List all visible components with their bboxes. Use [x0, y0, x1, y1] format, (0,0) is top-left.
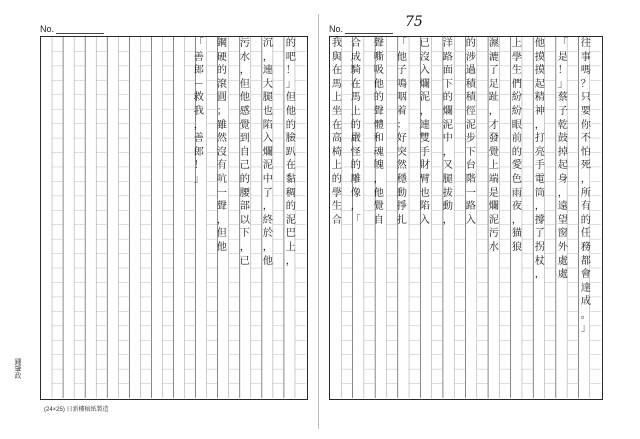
manuscript-character: 陷: [419, 201, 430, 213]
manuscript-character: 中: [442, 133, 453, 145]
manuscript-character: 拔: [442, 187, 453, 199]
manuscript-character: 體: [373, 119, 384, 131]
manuscript-character: 動: [442, 201, 453, 213]
left-text-column-3: [239, 37, 251, 268]
manuscript-character: 坐: [331, 105, 342, 117]
manuscript-character: ：: [396, 119, 407, 131]
manuscript-character: 下: [239, 228, 250, 240]
manuscript-character: 郎: [193, 65, 204, 77]
manuscript-character: 又: [442, 160, 453, 172]
right-text-column-12: [331, 37, 343, 227]
manuscript-character: 了: [488, 65, 499, 77]
manuscript-character: 了: [262, 187, 273, 199]
manuscript-character: 大: [262, 78, 273, 90]
manuscript-character: 他: [262, 255, 273, 267]
manuscript-character: 沉: [262, 38, 273, 49]
manuscript-character: 乾: [557, 119, 568, 131]
manuscript-character: 他: [396, 51, 407, 63]
manuscript-character: 動: [396, 187, 407, 199]
manuscript-character: 的: [285, 119, 296, 131]
manuscript-character: 務: [580, 241, 591, 253]
page-number: 75: [405, 14, 423, 30]
manuscript-character: 了: [534, 228, 545, 240]
manuscript-character: 入: [419, 65, 430, 77]
manuscript-character: 有: [580, 201, 591, 213]
manuscript-character: 在: [331, 65, 342, 77]
manuscript-character: 上: [350, 105, 361, 117]
author-signature: 鍾肇政: [14, 358, 22, 379]
manuscript-character: 窗: [557, 228, 568, 240]
manuscript-character: 合: [331, 214, 342, 226]
manuscript-character: 摸: [534, 65, 545, 77]
manuscript-character: 拐: [534, 241, 545, 253]
manuscript-character: 紛: [511, 105, 522, 117]
manuscript-character: 是: [488, 187, 499, 199]
manuscript-character: 也: [262, 105, 273, 117]
manuscript-character: 吭: [216, 173, 227, 185]
right-text-column-9: [396, 37, 408, 227]
manuscript-character: 於: [262, 228, 273, 240]
manuscript-character: 但: [285, 92, 296, 104]
manuscript-character: 他: [534, 38, 545, 49]
manuscript-character: 上: [331, 160, 342, 172]
manuscript-character: ，: [580, 173, 591, 185]
manuscript-character: ，: [534, 269, 545, 281]
manuscript-character: 洋: [442, 38, 453, 49]
manuscript-character: 要: [580, 105, 591, 117]
manuscript-character: 所: [580, 187, 591, 199]
manuscript-character: 雖: [216, 119, 227, 131]
manuscript-character: 吸: [373, 65, 384, 77]
manuscript-character: 魄: [373, 160, 384, 172]
manuscript-character: 學: [511, 51, 522, 63]
manuscript-character: 蔡: [557, 92, 568, 104]
manuscript-character: 色: [511, 173, 522, 185]
manuscript-character: 爛: [419, 78, 430, 90]
manuscript-character: 足: [488, 78, 499, 90]
manuscript-character: 的: [442, 92, 453, 104]
manuscript-character: ，: [419, 105, 430, 117]
manuscript-character: 子: [396, 65, 407, 77]
manuscript-character: ！: [193, 160, 204, 172]
left-text-column-2: [262, 37, 274, 268]
manuscript-character: 善: [193, 133, 204, 145]
manuscript-character: 馬: [350, 92, 361, 104]
manuscript-character: 但: [239, 78, 250, 90]
manuscript-character: 」: [193, 173, 204, 185]
manuscript-character: 狼: [511, 241, 522, 253]
right-text-column-5: [488, 37, 500, 255]
manuscript-character: 趴: [285, 146, 296, 158]
manuscript-character: 漉: [488, 51, 499, 63]
manuscript-character: 下: [465, 146, 476, 158]
manuscript-character: 感: [239, 105, 250, 117]
manuscript-character: 步: [465, 133, 476, 145]
left-text-column-5: [193, 37, 205, 187]
manuscript-character: 雨: [511, 187, 522, 199]
manuscript-character: ！: [557, 65, 568, 77]
manuscript-character: 聲: [373, 38, 384, 49]
paper-footer-note: (24×25) 日新樓稿紙製造: [44, 407, 109, 413]
manuscript-character: 泥: [419, 92, 430, 104]
manuscript-character: 遠: [557, 201, 568, 213]
manuscript-character: 然: [396, 160, 407, 172]
manuscript-character: ，: [557, 187, 568, 199]
manuscript-character: －: [193, 78, 204, 90]
left-no-label: No.: [40, 24, 55, 34]
manuscript-character: 泥: [285, 214, 296, 226]
manuscript-character: 路: [442, 51, 453, 63]
manuscript-character: 腿: [262, 92, 273, 104]
manuscript-character: 有: [216, 160, 227, 172]
manuscript-character: 的: [373, 92, 384, 104]
manuscript-character: 下: [442, 78, 453, 90]
manuscript-character: 的: [285, 38, 296, 49]
manuscript-character: 台: [465, 160, 476, 172]
manuscript-character: 望: [557, 214, 568, 226]
manuscript-character: 生: [331, 201, 342, 213]
manuscript-character: 和: [373, 133, 384, 145]
manuscript-character: 怕: [580, 146, 591, 158]
manuscript-character: 怪: [350, 146, 361, 158]
manuscript-character: 沒: [419, 51, 430, 63]
manuscript-character: 腰: [239, 187, 250, 199]
manuscript-character: 椅: [331, 146, 342, 158]
page-gutter: [318, 14, 319, 429]
manuscript-character: 手: [419, 146, 430, 158]
manuscript-character: 徑: [465, 105, 476, 117]
manuscript-character: 在: [350, 78, 361, 90]
manuscript-character: 發: [488, 133, 499, 145]
manuscript-character: ，: [239, 241, 250, 253]
manuscript-character: 鋼: [216, 38, 227, 49]
manuscript-character: 扎: [396, 214, 407, 226]
manuscript-character: 巴: [285, 228, 296, 240]
manuscript-character: 郎: [193, 146, 204, 158]
manuscript-character: 杖: [534, 255, 545, 267]
manuscript-character: 他: [285, 105, 296, 117]
manuscript-character: 死: [580, 160, 591, 172]
manuscript-character: 然: [216, 133, 227, 145]
manuscript-character: 是: [557, 51, 568, 63]
manuscript-character: 自: [373, 214, 384, 226]
manuscript-character: 合: [350, 38, 361, 49]
manuscript-character: 臂: [419, 173, 430, 185]
manuscript-character: 他: [373, 187, 384, 199]
manuscript-character: 與: [331, 51, 342, 63]
manuscript-character: 聲: [373, 105, 384, 117]
manuscript-character: 掙: [396, 201, 407, 213]
manuscript-character: 趾: [488, 92, 499, 104]
manuscript-character: ，: [442, 214, 453, 226]
manuscript-character: 在: [285, 160, 296, 172]
manuscript-character: 神: [534, 105, 545, 117]
manuscript-character: 達: [580, 282, 591, 294]
manuscript-character: 已: [419, 38, 430, 49]
manuscript-character: 入: [465, 214, 476, 226]
manuscript-character: ，: [262, 51, 273, 63]
manuscript-character: 嚴: [350, 133, 361, 145]
manuscript-character: 濕: [488, 38, 499, 49]
manuscript-character: 紛: [511, 92, 522, 104]
manuscript-character: 夜: [511, 201, 522, 213]
manuscript-character: 你: [580, 119, 591, 131]
manuscript-character: 「: [396, 38, 407, 49]
manuscript-character: 手: [534, 160, 545, 172]
manuscript-character: 到: [239, 133, 250, 145]
manuscript-character: 入: [262, 133, 273, 145]
manuscript-character: 愛: [511, 160, 522, 172]
left-text-column-1: [285, 37, 297, 268]
manuscript-character: 事: [580, 51, 591, 63]
manuscript-character: 咽: [396, 92, 407, 104]
manuscript-character: 身: [557, 173, 568, 185]
manuscript-character: 我: [193, 105, 204, 117]
manuscript-character: 生: [511, 65, 522, 77]
manuscript-character: 成: [580, 296, 591, 308]
manuscript-character: 「: [350, 214, 361, 226]
manuscript-character: 學: [331, 187, 342, 199]
right-text-column-7: [442, 37, 454, 227]
manuscript-character: 眼: [511, 119, 522, 131]
manuscript-character: 過: [465, 65, 476, 77]
right-text-column-6: [465, 37, 477, 227]
manuscript-character: 爛: [262, 146, 273, 158]
manuscript-character: 泥: [488, 214, 499, 226]
manuscript-character: 他: [216, 241, 227, 253]
manuscript-character: 涉: [465, 51, 476, 63]
left-text-column-4: [216, 37, 228, 255]
manuscript-character: 電: [534, 173, 545, 185]
manuscript-character: 覺: [488, 146, 499, 158]
manuscript-character: 的: [285, 201, 296, 213]
manuscript-character: 覺: [373, 201, 384, 213]
manuscript-character: 硬: [216, 51, 227, 63]
manuscript-character: 我: [331, 38, 342, 49]
manuscript-character: 以: [239, 214, 250, 226]
right-text-column-4: [511, 37, 523, 255]
manuscript-character: 泥: [465, 119, 476, 131]
manuscript-character: 污: [239, 38, 250, 49]
manuscript-character: 精: [534, 92, 545, 104]
manuscript-character: 子: [557, 105, 568, 117]
manuscript-character: 水: [488, 241, 499, 253]
right-text-column-1: [580, 37, 592, 336]
manuscript-character: 往: [580, 38, 591, 49]
manuscript-character: 「: [193, 38, 204, 49]
manuscript-character: 的: [465, 38, 476, 49]
manuscript-character: ！: [285, 65, 296, 77]
manuscript-character: 亮: [534, 146, 545, 158]
manuscript-character: 終: [262, 214, 273, 226]
manuscript-character: 積: [465, 92, 476, 104]
manuscript-character: 雕: [350, 173, 361, 185]
manuscript-character: 稠: [285, 187, 296, 199]
manuscript-character: ，: [216, 214, 227, 226]
manuscript-character: 的: [216, 65, 227, 77]
manuscript-character: 污: [488, 228, 499, 240]
manuscript-character: ，: [262, 201, 273, 213]
manuscript-character: 處: [557, 269, 568, 281]
manuscript-character: 積: [465, 78, 476, 90]
manuscript-character: 像: [350, 187, 361, 199]
manuscript-character: 突: [396, 146, 407, 158]
manuscript-character: 泥: [262, 160, 273, 172]
manuscript-character: 摸: [534, 51, 545, 63]
manuscript-character: 會: [580, 269, 591, 281]
manuscript-character: 。: [580, 309, 591, 321]
manuscript-character: ，: [239, 65, 250, 77]
manuscript-character: 的: [511, 146, 522, 158]
manuscript-character: 的: [350, 119, 361, 131]
manuscript-character: 腿: [442, 173, 453, 185]
manuscript-character: 」: [580, 323, 591, 335]
manuscript-character: 路: [465, 201, 476, 213]
manuscript-character: 鼓: [557, 133, 568, 145]
right-text-column-10: [373, 37, 385, 227]
manuscript-character: 一: [216, 187, 227, 199]
manuscript-character: 着: [396, 105, 407, 117]
manuscript-character: 「: [557, 38, 568, 49]
manuscript-character: 只: [580, 92, 591, 104]
manuscript-character: 任: [580, 228, 591, 240]
manuscript-character: 上: [285, 241, 296, 253]
manuscript-character: 善: [193, 51, 204, 63]
manuscript-character: 沒: [216, 146, 227, 158]
manuscript-character: 的: [580, 214, 591, 226]
manuscript-character: 陷: [262, 119, 273, 131]
manuscript-character: 鳴: [396, 78, 407, 90]
manuscript-character: 前: [511, 133, 522, 145]
right-no-underline: [345, 33, 393, 34]
manuscript-character: 馬: [331, 78, 342, 90]
manuscript-character: 筒: [534, 187, 545, 199]
manuscript-character: ；: [216, 105, 227, 117]
left-manuscript-grid: [40, 36, 308, 400]
right-text-column-2: [557, 37, 569, 282]
manuscript-character: 撐: [534, 214, 545, 226]
manuscript-character: 財: [419, 160, 430, 172]
right-text-column-8: [419, 37, 431, 227]
manuscript-character: 魂: [373, 146, 384, 158]
manuscript-character: 不: [580, 133, 591, 145]
manuscript-character: ，: [511, 214, 522, 226]
manuscript-character: 打: [534, 133, 545, 145]
manuscript-character: 騎: [350, 65, 361, 77]
manuscript-character: 面: [442, 65, 453, 77]
manuscript-character: 上: [511, 38, 522, 49]
manuscript-character: 黏: [285, 173, 296, 185]
manuscript-character: ？: [580, 78, 591, 90]
manuscript-character: 已: [239, 255, 250, 267]
manuscript-character: 覺: [239, 119, 250, 131]
manuscript-character: 爛: [488, 201, 499, 213]
manuscript-character: ，: [442, 146, 453, 158]
manuscript-character: 臉: [285, 133, 296, 145]
manuscript-character: 」: [557, 78, 568, 90]
manuscript-character: 自: [239, 146, 250, 158]
manuscript-character: 水: [239, 51, 250, 63]
right-text-column-11: [350, 37, 362, 227]
manuscript-character: 猫: [511, 228, 522, 240]
manuscript-character: 都: [580, 255, 591, 267]
manuscript-character: ，: [193, 119, 204, 131]
manuscript-character: ，: [534, 119, 545, 131]
manuscript-character: 起: [534, 78, 545, 90]
manuscript-character: 但: [216, 228, 227, 240]
right-no-label: No.: [329, 24, 344, 34]
manuscript-character: 吧: [285, 51, 296, 63]
manuscript-character: 爛: [442, 105, 453, 117]
left-no-underline: [56, 33, 104, 34]
manuscript-character: 嘶: [373, 51, 384, 63]
manuscript-character: 在: [331, 119, 342, 131]
manuscript-character: 外: [557, 241, 568, 253]
manuscript-character: 滾: [216, 78, 227, 90]
manuscript-character: ，: [262, 241, 273, 253]
manuscript-character: 他: [239, 92, 250, 104]
manuscript-character: 上: [488, 160, 499, 172]
manuscript-character: 圓: [216, 92, 227, 104]
manuscript-character: 的: [350, 160, 361, 172]
manuscript-character: 起: [557, 160, 568, 172]
manuscript-character: 中: [262, 173, 273, 185]
right-text-column-3: [534, 37, 546, 282]
manuscript-character: 」: [285, 78, 296, 90]
manuscript-character: 穩: [396, 173, 407, 185]
manuscript-character: 才: [488, 119, 499, 131]
right-manuscript-grid: [329, 36, 603, 400]
manuscript-character: 連: [419, 119, 430, 131]
manuscript-character: 泥: [442, 119, 453, 131]
manuscript-character: 們: [511, 78, 522, 90]
manuscript-character: 的: [331, 173, 342, 185]
manuscript-character: 嗎: [580, 65, 591, 77]
manuscript-character: ，: [373, 173, 384, 185]
manuscript-character: 高: [331, 133, 342, 145]
manuscript-character: 雙: [419, 133, 430, 145]
manuscript-character: 處: [557, 255, 568, 267]
manuscript-character: 成: [350, 51, 361, 63]
manuscript-character: 階: [465, 173, 476, 185]
manuscript-character: 好: [396, 133, 407, 145]
manuscript-character: 端: [488, 173, 499, 185]
manuscript-character: 的: [239, 173, 250, 185]
manuscript-character: ，: [534, 201, 545, 213]
manuscript-character: 己: [239, 160, 250, 172]
manuscript-character: 聲: [216, 201, 227, 213]
manuscript-character: 上: [331, 92, 342, 104]
manuscript-character: 一: [465, 187, 476, 199]
manuscript-character: 入: [419, 214, 430, 226]
manuscript-character: 部: [239, 201, 250, 213]
manuscript-character: 連: [262, 65, 273, 77]
manuscript-character: ，: [285, 255, 296, 267]
manuscript-character: ，: [488, 105, 499, 117]
manuscript-character: 他: [373, 78, 384, 90]
manuscript-character: 救: [193, 92, 204, 104]
manuscript-character: 掉: [557, 146, 568, 158]
manuscript-character: 也: [419, 187, 430, 199]
manuscript-character: ，: [350, 201, 361, 213]
